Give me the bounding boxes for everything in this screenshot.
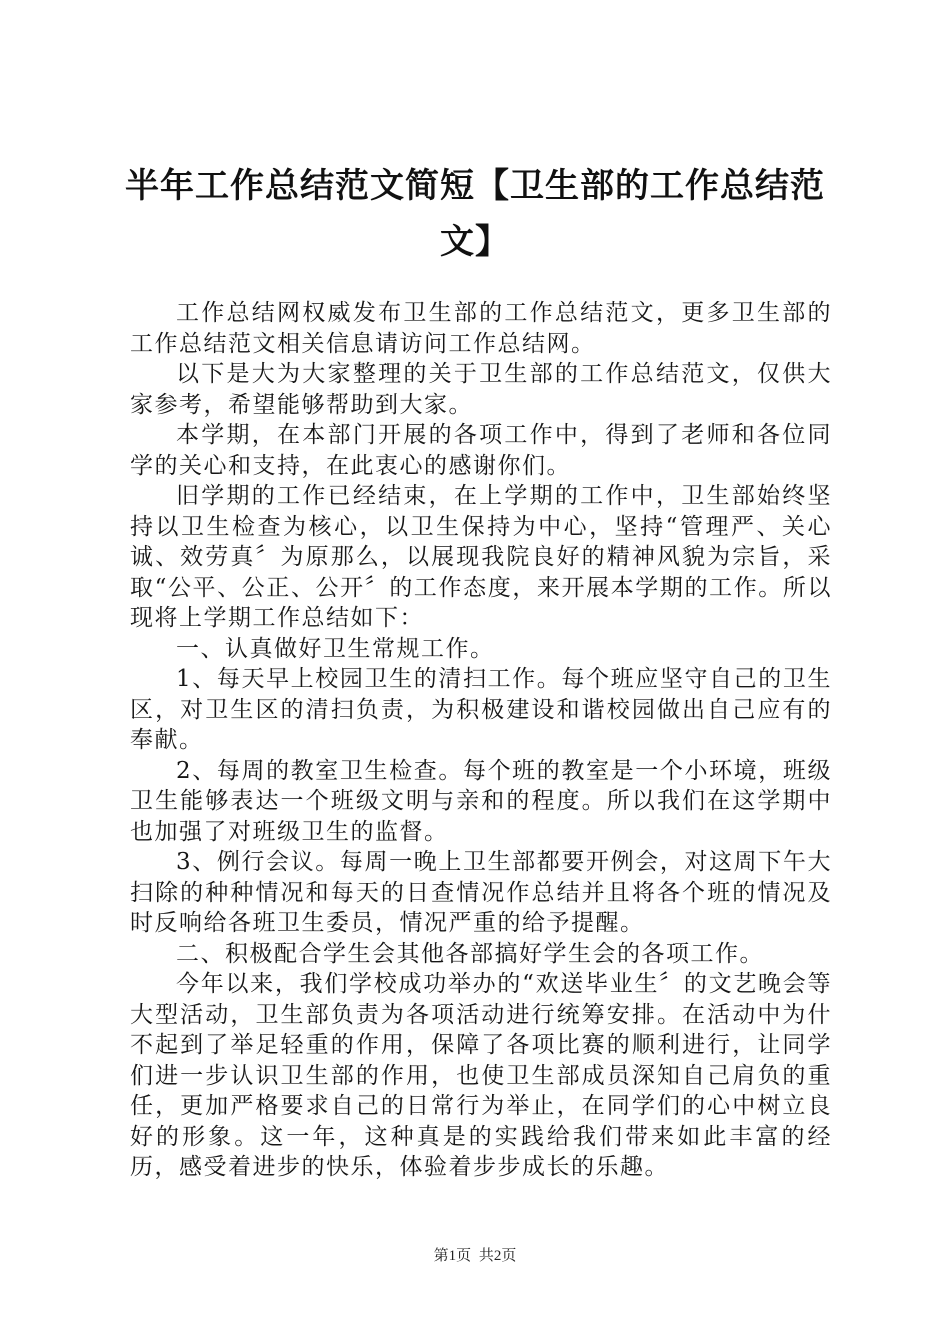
page-footer <box>0 1244 950 1265</box>
page-total: 共2页 <box>478 1248 517 1264</box>
page-number: 第1页 <box>433 1248 472 1264</box>
paragraph: 以下是大为大家整理的关于卫生部的工作总结范文，仅供大家参考，希望能够帮助到大家。 <box>130 361 832 418</box>
document-body <box>130 298 832 1183</box>
paragraph: 3、例行会议。每周一晚上卫生部都要开例会，对这周下午大扫除的种种情况和每天的日查情况作总结并且将各个班的情况及时反响给各班卫生委员，情况严重的给予提醒。 <box>130 849 832 936</box>
paragraph: 1、每天早上校园卫生的清扫工作。每个班应坚守自己的卫生区，对卫生区的清扫负责，为积极建设和谐校园做出自己应有的奉献。 <box>130 666 832 753</box>
paragraph: 今年以来，我们学校成功举办的“欢送毕业生〞的文艺晚会等大型活动，卫生部负责为各项活动进行统筹安排。在活动中为什不起到了举足轻重的作用，保障了各项比赛的顺利进行，让同学们进一步认识卫生部的作用，也使卫生部成员深知自己肩负的重任，更加严格要求自己的日常行为举止，在同学们的心中树立良好的形象。这一年，这种真是的实践给我们带来如此丰富的经历，感受着进步的快乐，体验着步步成长的乐趣。 <box>130 971 832 1180</box>
paragraph: 本学期，在本部门开展的各项工作中，得到了老师和各位同学的关心和支持，在此衷心的感谢你们。 <box>130 422 832 479</box>
paragraph: 旧学期的工作已经结束，在上学期的工作中，卫生部始终坚持以卫生检查为核心，以卫生保持为中心，坚持“管理严、关心诚、效劳真〞为原那么，以展现我院良好的精神风貌为宗旨，采取“公平、公正、公开〞的工作态度，来开展本学期的工作。所以现将上学期工作总结如下： <box>130 483 832 631</box>
paragraph: 2、每周的教室卫生检查。每个班的教室是一个小环境，班级卫生能够表达一个班级文明与亲和的程度。所以我们在这学期中也加强了对班级卫生的监督。 <box>130 757 832 845</box>
paragraph: 工作总结网权威发布卫生部的工作总结范文，更多卫生部的工作总结范文相关信息请访问工作总结网。 <box>130 300 832 357</box>
section-heading: 二、积极配合学生会其他各部搞好学生会的各项工作。 <box>176 940 764 967</box>
document-title: 半年工作总结范文简短【卫生部的工作总结范文】 <box>125 166 825 262</box>
section-heading: 一、认真做好卫生常规工作。 <box>176 635 495 662</box>
